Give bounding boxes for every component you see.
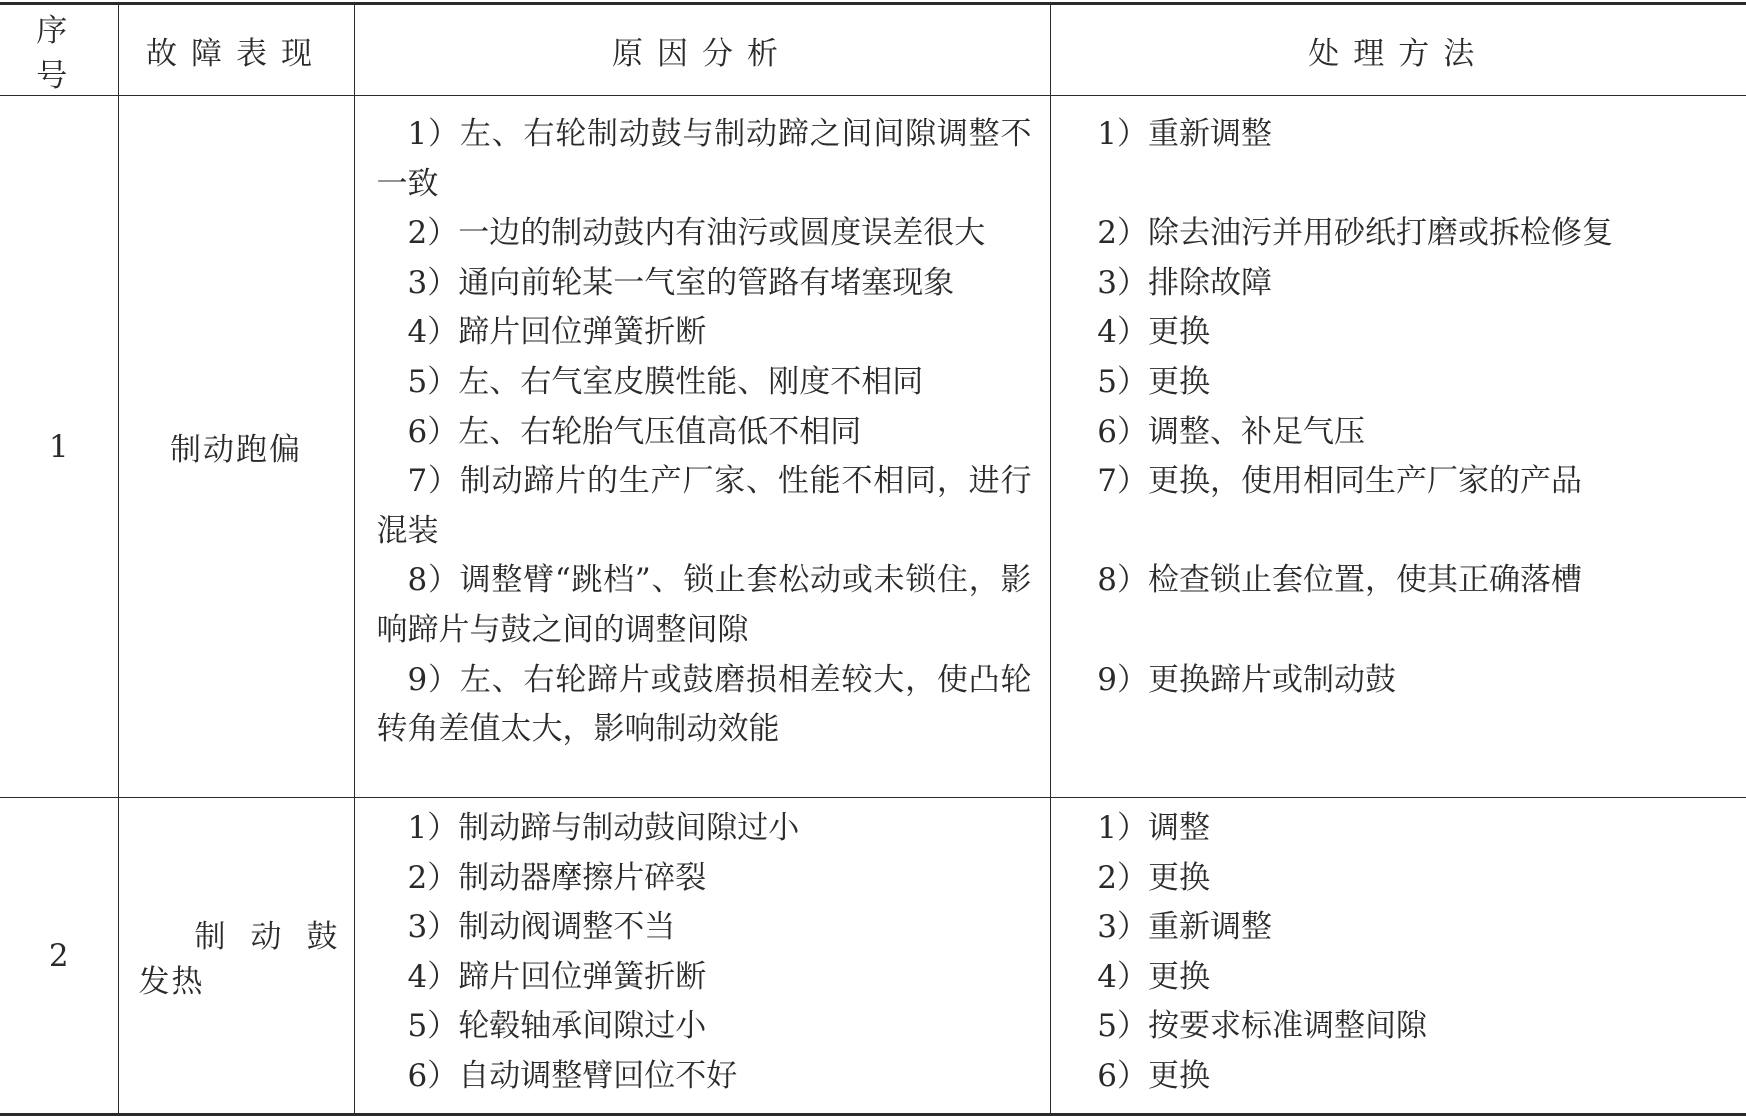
header-fix: 处理方法: [1050, 4, 1746, 96]
fix-item: 8）检查锁止套位置，使其正确落槽: [1097, 562, 1583, 599]
spacer: [1073, 507, 1729, 557]
fix-item: 7）更换，使用相同生产厂家的产品: [1097, 463, 1583, 500]
cause-list: [354, 798, 1050, 1115]
header-row: [0, 4, 1746, 96]
fix-item: 5）按要求标准调整间隙: [1097, 1008, 1428, 1045]
cause-item: 2）制动器摩擦片碎裂: [407, 859, 707, 896]
table-row: [0, 798, 1746, 1115]
symptom-cell: 制动跑偏: [118, 96, 354, 798]
cause-item: 9）左、右轮蹄片或鼓磨损相差较大，使凸轮转角差值太大，影响制动效能: [376, 661, 1032, 748]
fix-item: 6）调整、补足气压: [1097, 413, 1366, 450]
header-symptom: 故障表现: [118, 4, 354, 96]
fix-list: [1050, 798, 1746, 1115]
fix-item: 1）调整: [1097, 810, 1211, 846]
fault-table: [0, 2, 1746, 1116]
fix-item: 4）更换: [1097, 958, 1211, 995]
cause-item: 5）左、右气室皮膜性能、刚度不相同: [407, 363, 924, 400]
spacer: [1073, 160, 1729, 210]
fix-item: 2）更换: [1097, 859, 1211, 896]
symptom-cell: [118, 798, 354, 1115]
table-row: [0, 96, 1746, 798]
row-number: 2: [0, 798, 118, 1115]
spacer: [1073, 606, 1729, 656]
cause-list: [354, 96, 1050, 798]
fix-item: 5）更换: [1097, 363, 1211, 400]
fix-list: [1050, 96, 1746, 798]
fix-item: 4）更换: [1097, 314, 1211, 351]
fix-item: 3）排除故障: [1097, 264, 1273, 301]
cause-item: 1）制动蹄与制动鼓间隙过小: [407, 810, 800, 846]
header-no: 序 号: [0, 4, 118, 96]
fix-item: 6）更换: [1097, 1057, 1211, 1094]
symptom-line: 制动鼓: [194, 918, 340, 955]
fix-item: 1）重新调整: [1097, 116, 1273, 152]
cause-item: 5）轮毂轴承间隙过小: [407, 1008, 707, 1045]
fix-item: 9）更换蹄片或制动鼓: [1097, 661, 1397, 698]
fix-item: 2）除去油污并用砂纸打磨或拆检修复: [1097, 215, 1614, 252]
cause-item: 3）通向前轮某一气室的管路有堵塞现象: [407, 264, 955, 301]
fix-item: 3）重新调整: [1097, 909, 1273, 946]
cause-item: 8）调整臂“跳档”、锁止套松动或未锁住，影响蹄片与鼓之间的调整间隙: [376, 562, 1032, 648]
cause-item: 7）制动蹄片的生产厂家、性能不相同，进行混装: [376, 463, 1032, 549]
cause-item: 3）制动阀调整不当: [407, 909, 676, 946]
row-number: 1: [0, 96, 118, 798]
cause-item: 1）左、右轮制动鼓与制动蹄之间间隙调整不一致: [376, 116, 1032, 202]
cause-item: 6）左、右轮胎气压值高低不相同: [407, 413, 862, 450]
cause-item: 6）自动调整臂回位不好: [407, 1057, 738, 1094]
symptom-line: 发热: [138, 963, 205, 1000]
cause-item: 4）蹄片回位弹簧折断: [407, 958, 707, 995]
header-cause: 原因分析: [354, 4, 1050, 96]
cause-item: 2）一边的制动鼓内有油污或圆度误差很大: [407, 215, 986, 252]
cause-item: 4）蹄片回位弹簧折断: [407, 314, 707, 351]
